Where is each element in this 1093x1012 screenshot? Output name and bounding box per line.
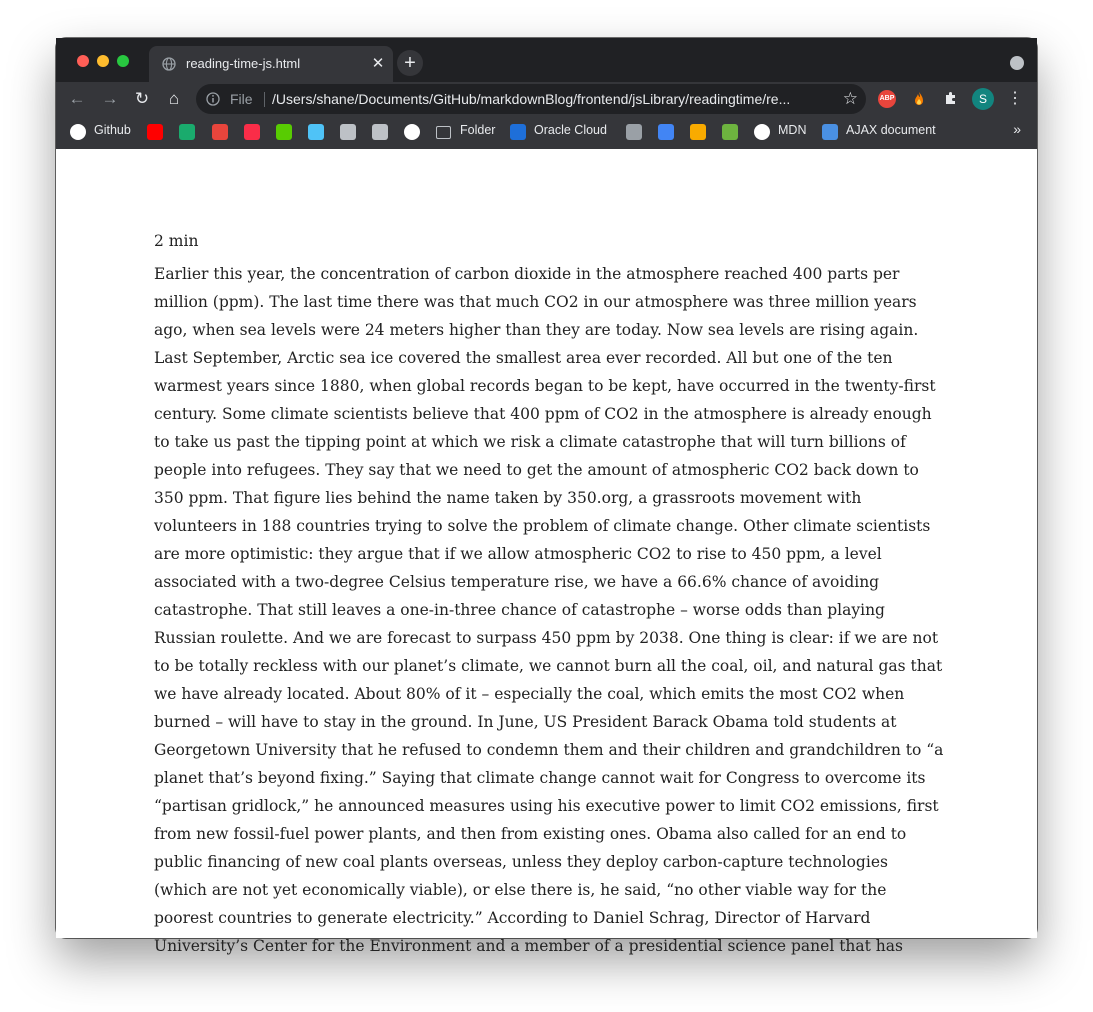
window-close-button[interactable] [77, 55, 89, 67]
address-bar[interactable] [196, 84, 866, 114]
page-content [56, 149, 1037, 955]
back-arrow-icon[interactable]: ← [68, 89, 86, 108]
cloud-icon [510, 124, 526, 140]
globe-icon [162, 57, 176, 71]
inv-icon [372, 124, 388, 140]
folder-icon [436, 126, 451, 139]
tab-strip [56, 38, 1037, 82]
reading-time-label: 2 min [154, 232, 199, 250]
analytics-icon [690, 124, 706, 140]
window-maximize-button[interactable] [117, 55, 129, 67]
plane-icon [404, 124, 420, 140]
browser-window [56, 38, 1037, 955]
url-text[interactable]: /Users/shane/Documents/GitHub/markdownBlog/frontend/jsLibrary/readingtime/re... [272, 91, 791, 107]
window-minimize-button[interactable] [97, 55, 109, 67]
kebab-menu-icon[interactable]: ⋮ [1007, 90, 1023, 107]
scheme-label: File [230, 91, 253, 107]
c-icon [212, 124, 228, 140]
address-separator [264, 92, 265, 107]
bookmark-label: Oracle Cloud [534, 123, 607, 137]
profile-avatar[interactable]: S [972, 88, 994, 110]
mdn-icon [754, 124, 770, 140]
music-icon [244, 124, 260, 140]
toolbar [56, 82, 1037, 116]
article-text: Earlier this year, the concentration of carbon dioxide in the atmosphere reached 400 parts per million (ppm). The last time there was that much CO2 in our atmosphere was three million years ago, when sea levels were 24 meters higher than they are today. Now sea levels are rising again. Last September, Arctic sea ice covered the smallest area ever recorded. All but one of the ten warmest years since 1880, when global records began to be kept, have occurred in the twenty-first century. Some climate scientists believe that 400 ppm of CO2 in the atmosphere is already enough to take us past the tipping point at which we risk a climate catastrophe that will turn billions of people into refugees. They say that we need to get the amount of atmospheric CO2 back down to 350 ppm. That figure lies behind the name taken by 350.org, a grassroots movement with volunteers in 188 countries trying to solve the problem of climate change. Other climate scientists are more optimistic: they argue that if we allow atmospheric CO2 to rise to 450 ppm, a level associated with a two-degree Celsius temperature rise, we have a 66.6% chance of avoiding catastrophe. That still leaves a one-in-three chance of catastrophe – worse odds than playing Russian roulette. And we are forecast to surpass 450 ppm by 2038. One thing is clear: if we are not to be totally reckless with our planet’s climate, we cannot burn all the coal, oil, and natural gas that we have already located. About 80% of it – especially the coal, which emits the most CO2 when burned – will have to stay in the ground. In June, US President Barack Obama told students at Georgetown University that he refused to condemn them and their children and grandchildren to “a planet that’s beyond fixing.” Saying that climate change cannot wait for Congress to overcome its “partisan gridlock,” he announced measures using his executive power to limit CO2 emissions, first from new fossil-fuel power plants, and then from existing ones. Obama also called for an end to public financing of new coal plants overseas, unless they deploy carbon-capture technologies (which are not yet economically viable), or else there is, he said, “no other viable way for the poorest countries to generate electricity.” According to Daniel Schrag, Director of Harvard University’s Center for the Environment and a member of a presidential science panel that has [154, 265, 944, 955]
bookmarks-bar [56, 116, 1037, 150]
ads-icon [658, 124, 674, 140]
new-tab-button[interactable]: + [397, 50, 423, 76]
info-icon[interactable] [206, 92, 220, 106]
ajax-icon [822, 124, 838, 140]
forward-arrow-icon[interactable]: → [101, 89, 119, 108]
youtube-icon [147, 124, 163, 140]
extensions-puzzle-icon[interactable] [942, 90, 960, 108]
adblock-icon[interactable]: ABP [878, 90, 896, 108]
store-icon [626, 124, 642, 140]
spring-icon [722, 124, 738, 140]
clock-icon [308, 124, 324, 140]
more-bookmarks-icon[interactable]: » [1013, 121, 1021, 137]
github-icon [70, 124, 86, 140]
bookmark-label: Github [94, 123, 131, 137]
tab-title: reading-time-js.html [186, 56, 301, 71]
bilibili-icon [179, 124, 195, 140]
home-icon[interactable]: ⌂ [168, 89, 180, 108]
tab-active[interactable] [149, 46, 393, 82]
bookmark-label: Folder [460, 123, 496, 137]
fire-extension-icon[interactable] [910, 90, 928, 108]
reload-icon[interactable]: ↻ [134, 89, 150, 108]
bookmark-star-icon[interactable]: ☆ [842, 89, 858, 108]
bookmark-label: MDN [778, 123, 807, 137]
duolingo-icon [276, 124, 292, 140]
dots-icon [340, 124, 356, 140]
bookmark-label: AJAX document [846, 123, 936, 137]
tab-search-icon[interactable] [1010, 56, 1024, 70]
close-tab-icon[interactable]: ✕ [371, 55, 385, 72]
